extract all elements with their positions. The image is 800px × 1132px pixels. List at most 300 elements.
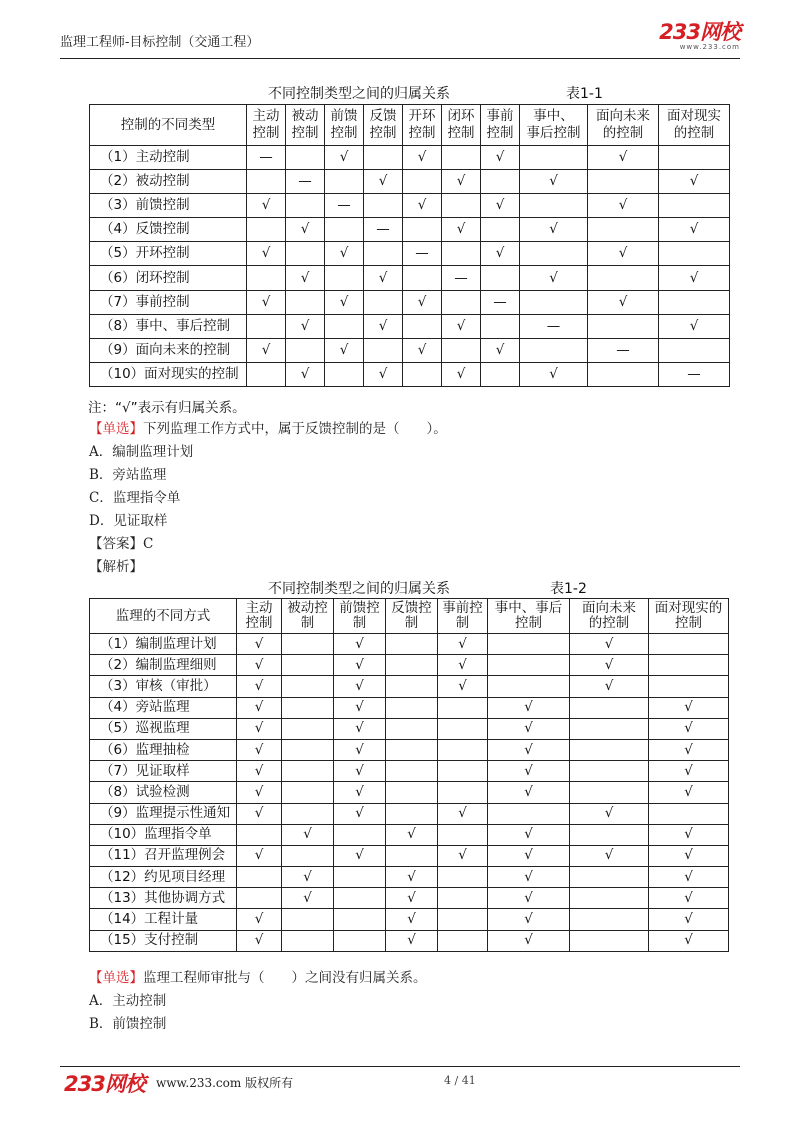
table2-row	[90, 803, 729, 824]
table2-cell	[386, 655, 438, 676]
table2-cell	[282, 718, 334, 739]
table1-cell: √	[588, 146, 659, 170]
table1-cell: √	[403, 146, 442, 170]
table2-corner-header: 监理的不同方式	[90, 599, 237, 634]
table2-cell: √	[649, 761, 729, 782]
footer-logo: 233网校	[64, 1072, 145, 1096]
page-number: 4 / 41	[444, 1074, 476, 1087]
table2-cell	[570, 697, 649, 718]
question2-option-b: B．前馈控制	[89, 1016, 167, 1032]
table2-cell: √	[237, 676, 282, 697]
table1-cell	[520, 194, 588, 218]
table1-cell: √	[286, 362, 325, 386]
table2-cell: √	[649, 782, 729, 803]
table1-cell: √	[403, 194, 442, 218]
table2-row	[90, 634, 729, 655]
table2-row-label: （10）监理指令单	[90, 824, 237, 845]
table2-row	[90, 888, 729, 909]
table1-cell	[588, 266, 659, 290]
table2-cell	[570, 824, 649, 845]
question1-answer: 【答案】C	[89, 536, 154, 552]
table1-cell	[588, 314, 659, 338]
table1-cell: √	[325, 338, 364, 362]
table2-cell: √	[649, 867, 729, 888]
table2-cell	[386, 697, 438, 718]
table2-row	[90, 824, 729, 845]
table1-cell	[364, 194, 403, 218]
table2-cell	[386, 718, 438, 739]
table1-cell	[247, 170, 286, 194]
table2-cell: √	[334, 739, 386, 760]
table2-cell	[570, 718, 649, 739]
table2-cell: √	[488, 845, 570, 866]
table2-cell	[438, 782, 488, 803]
table1-cell	[403, 170, 442, 194]
table2-cell: √	[649, 739, 729, 760]
table1-cell	[442, 290, 481, 314]
table2-cell: √	[386, 930, 438, 951]
table1-cell: —	[247, 146, 286, 170]
table1-cell	[325, 218, 364, 242]
table2-column-header: 事前控 制	[438, 599, 488, 634]
question1-option-b: B．旁站监理	[89, 467, 167, 483]
table2-row-label: （11）召开监理例会	[90, 845, 237, 866]
table2-cell: √	[386, 867, 438, 888]
table2-row-label: （13）其他协调方式	[90, 888, 237, 909]
table2-cell	[386, 634, 438, 655]
table2-cell: √	[438, 803, 488, 824]
table1-cell	[286, 242, 325, 266]
table1-cell	[403, 314, 442, 338]
table1-cell: √	[588, 242, 659, 266]
table2-cell: √	[438, 655, 488, 676]
table1-cell: √	[442, 314, 481, 338]
table2-cell	[386, 676, 438, 697]
table2-cell	[438, 930, 488, 951]
table1-note: 注：“√”表示有归属关系。	[88, 400, 246, 416]
table1-cell: √	[659, 314, 730, 338]
table2-cell	[386, 782, 438, 803]
table1-cell: √	[481, 194, 520, 218]
table2-cell: √	[386, 824, 438, 845]
table1-cell	[520, 290, 588, 314]
table2-cell	[649, 634, 729, 655]
table2-cell	[438, 697, 488, 718]
table1-row-label: （1）主动控制	[90, 146, 247, 170]
table1-cell	[481, 170, 520, 194]
table1-cell	[588, 218, 659, 242]
table2-row	[90, 930, 729, 951]
table2-row	[90, 739, 729, 760]
table2	[89, 598, 729, 952]
table1-cell: √	[286, 218, 325, 242]
table2-cell: √	[334, 676, 386, 697]
table2-cell	[570, 782, 649, 803]
table2-cell: √	[488, 909, 570, 930]
table1-cell	[247, 362, 286, 386]
table2-cell: √	[334, 782, 386, 803]
table2-column-header: 反馈控 制	[386, 599, 438, 634]
question2-stem	[89, 966, 427, 986]
table2-cell	[282, 634, 334, 655]
table1-cell	[403, 362, 442, 386]
table2-cell: √	[570, 845, 649, 866]
table1-cell: √	[520, 266, 588, 290]
table1-number: 表1-1	[566, 86, 603, 102]
table2-cell	[570, 761, 649, 782]
table1-cell	[325, 362, 364, 386]
table2-cell	[438, 718, 488, 739]
table2-cell	[488, 655, 570, 676]
table1-cell	[325, 314, 364, 338]
table1-cell	[325, 170, 364, 194]
table1-cell: √	[481, 242, 520, 266]
table1-column-header: 被动 控制	[286, 105, 325, 146]
table1-cell	[659, 194, 730, 218]
table2-cell: √	[438, 845, 488, 866]
table2-cell	[438, 909, 488, 930]
table2-cell: √	[237, 718, 282, 739]
table1-row	[90, 218, 730, 242]
table1-row-label: （8）事中、事后控制	[90, 314, 247, 338]
table2-cell	[488, 634, 570, 655]
table2-cell	[386, 739, 438, 760]
table1-cell	[442, 194, 481, 218]
table1-cell	[659, 290, 730, 314]
table2-cell	[282, 697, 334, 718]
table1-row	[90, 362, 730, 386]
brand-logo	[659, 22, 740, 52]
table1-cell: √	[481, 146, 520, 170]
table1-cell	[442, 146, 481, 170]
table2-cell	[334, 824, 386, 845]
table1-cell: √	[442, 362, 481, 386]
question1-option-d: D．见证取样	[89, 513, 168, 529]
table2-cell: √	[488, 930, 570, 951]
table2-cell: √	[649, 888, 729, 909]
table2-cell	[570, 867, 649, 888]
table1-corner-header: 控制的不同类型	[90, 105, 247, 146]
table2-cell	[438, 888, 488, 909]
table2-row-label: （3）审核（审批）	[90, 676, 237, 697]
table1-cell	[247, 266, 286, 290]
table2-cell: √	[438, 676, 488, 697]
table1-cell: √	[325, 242, 364, 266]
table1-cell	[364, 146, 403, 170]
table2-cell: √	[649, 697, 729, 718]
logo-url: www.233.com	[679, 43, 740, 51]
table2-cell: √	[649, 930, 729, 951]
table1-cell	[442, 338, 481, 362]
table2-cell: √	[488, 824, 570, 845]
question1-option-a: A．编制监理计划	[89, 444, 194, 460]
table2-cell: √	[488, 718, 570, 739]
page-header	[60, 22, 740, 59]
table2-cell: √	[334, 718, 386, 739]
table2-cell: √	[237, 782, 282, 803]
table1-row-label: （9）面向未来的控制	[90, 338, 247, 362]
table1-cell: √	[286, 266, 325, 290]
table1-cell: √	[659, 266, 730, 290]
table1-row-label: （5）开环控制	[90, 242, 247, 266]
table1-row	[90, 146, 730, 170]
table1-cell	[286, 290, 325, 314]
table2-cell	[282, 676, 334, 697]
table1-cell	[247, 314, 286, 338]
table1-column-header: 面向未来 的控制	[588, 105, 659, 146]
table2-row-label: （12）约见项目经理	[90, 867, 237, 888]
table1-cell: √	[364, 170, 403, 194]
table2-cell: √	[386, 888, 438, 909]
document-title: 监理工程师-目标控制（交通工程）	[60, 35, 260, 50]
table2-cell: √	[237, 803, 282, 824]
table2-row-label: （15）支付控制	[90, 930, 237, 951]
table2-column-header: 面向未来 的控制	[570, 599, 649, 634]
question2-text: 监理工程师审批与（ ）之间没有归属关系。	[143, 970, 427, 986]
table2-row-label: （4）旁站监理	[90, 697, 237, 718]
table1-cell: √	[247, 194, 286, 218]
table1-cell	[481, 314, 520, 338]
table1-cell: √	[247, 290, 286, 314]
table2-cell	[649, 676, 729, 697]
table1-cell	[588, 362, 659, 386]
table2-cell: √	[570, 655, 649, 676]
table2-cell: √	[570, 634, 649, 655]
table2-cell: √	[488, 888, 570, 909]
question1-option-c: C．监理指令单	[89, 490, 181, 506]
table1-cell: √	[588, 290, 659, 314]
table2-cell: √	[334, 803, 386, 824]
table2-cell	[570, 739, 649, 760]
table1-cell	[442, 242, 481, 266]
table2-cell	[438, 824, 488, 845]
table1-row-label: （10）面对现实的控制	[90, 362, 247, 386]
table2-row	[90, 761, 729, 782]
table2-cell: √	[237, 634, 282, 655]
table1-cell: √	[364, 314, 403, 338]
table2-row	[90, 697, 729, 718]
page-footer	[60, 1066, 740, 1096]
table2-cell	[334, 930, 386, 951]
table1-cell	[481, 266, 520, 290]
table2-cell	[334, 867, 386, 888]
table1-cell: √	[659, 170, 730, 194]
table1-row-label: （3）前馈控制	[90, 194, 247, 218]
table2-cell: √	[438, 634, 488, 655]
table2-caption: 不同控制类型之间的归属关系	[268, 581, 450, 597]
table2-cell	[334, 888, 386, 909]
table2-cell	[282, 761, 334, 782]
table2-cell: √	[237, 655, 282, 676]
table2-cell: √	[649, 909, 729, 930]
table1-cell: √	[364, 362, 403, 386]
table1-caption: 不同控制类型之间的归属关系	[268, 86, 450, 102]
table2-cell	[282, 803, 334, 824]
table2-cell: √	[334, 845, 386, 866]
table1-cell	[403, 218, 442, 242]
table1-row	[90, 194, 730, 218]
table2-cell	[649, 803, 729, 824]
table2-row	[90, 867, 729, 888]
table1-cell: √	[659, 218, 730, 242]
table2-row-label: （5）巡视监理	[90, 718, 237, 739]
table2-column-header: 面对现实的 控制	[649, 599, 729, 634]
table2-row-label: （14）工程计量	[90, 909, 237, 930]
table2-cell: √	[237, 845, 282, 866]
table1-row	[90, 170, 730, 194]
table2-row	[90, 655, 729, 676]
table2-cell: √	[488, 739, 570, 760]
table2-cell: √	[488, 782, 570, 803]
table1-cell: —	[659, 362, 730, 386]
table1-cell	[520, 242, 588, 266]
table2-cell: √	[334, 697, 386, 718]
table1-cell	[247, 218, 286, 242]
table2-column-header: 前馈控 制	[334, 599, 386, 634]
table2-cell	[570, 930, 649, 951]
table2-cell	[282, 909, 334, 930]
table2-row-label: （9）监理提示性通知	[90, 803, 237, 824]
table2-row	[90, 845, 729, 866]
table1-cell	[481, 362, 520, 386]
table1-column-header: 事前 控制	[481, 105, 520, 146]
table2-cell	[237, 888, 282, 909]
table2-cell	[386, 845, 438, 866]
table2-cell: √	[282, 888, 334, 909]
question1-stem	[89, 417, 447, 437]
table1-row	[90, 290, 730, 314]
table1-column-header: 事中、 事后控制	[520, 105, 588, 146]
table1-cell: √	[520, 218, 588, 242]
table1-cell: —	[520, 314, 588, 338]
table1-cell: √	[286, 314, 325, 338]
table2-row-label: （1）编制监理计划	[90, 634, 237, 655]
table1-row-label: （7）事前控制	[90, 290, 247, 314]
table2-row	[90, 909, 729, 930]
question1-tag: 【单选】	[89, 421, 143, 437]
table1-cell: √	[442, 170, 481, 194]
table2-cell: √	[237, 739, 282, 760]
table2-cell	[438, 739, 488, 760]
table1-row	[90, 314, 730, 338]
table2-number: 表1-2	[550, 581, 587, 597]
question1-analysis: 【解析】	[89, 559, 143, 575]
table1-cell	[481, 218, 520, 242]
table1-column-header: 开环 控制	[403, 105, 442, 146]
table1-row	[90, 338, 730, 362]
table1	[89, 104, 730, 387]
table2-cell	[282, 739, 334, 760]
table1-row-label: （2）被动控制	[90, 170, 247, 194]
table1-cell	[325, 266, 364, 290]
table2-cell	[334, 909, 386, 930]
table1-cell: √	[520, 362, 588, 386]
table2-cell: √	[237, 909, 282, 930]
table1-cell	[403, 266, 442, 290]
table2-cell: √	[649, 718, 729, 739]
table1-cell: √	[520, 170, 588, 194]
table1-cell	[659, 146, 730, 170]
table1-cell: —	[403, 242, 442, 266]
table2-cell: √	[570, 676, 649, 697]
table1-cell: √	[325, 146, 364, 170]
table2-cell	[282, 845, 334, 866]
table1-cell: —	[325, 194, 364, 218]
table1-column-header: 面对现实 的控制	[659, 105, 730, 146]
table2-row	[90, 676, 729, 697]
table2-row-label: （8）试验检测	[90, 782, 237, 803]
table2-cell: √	[237, 761, 282, 782]
logo-text: 233网校	[659, 20, 740, 44]
table2-cell: √	[334, 761, 386, 782]
table2-cell	[438, 761, 488, 782]
table1-cell: —	[588, 338, 659, 362]
table2-cell: √	[282, 824, 334, 845]
table1-cell: —	[481, 290, 520, 314]
table1-cell: —	[442, 266, 481, 290]
table2-row-label: （2）编制监理细则	[90, 655, 237, 676]
table1-cell	[364, 290, 403, 314]
table1-column-header: 主动 控制	[247, 105, 286, 146]
table1-cell	[588, 170, 659, 194]
table1-cell	[286, 146, 325, 170]
table1-row-label: （6）闭环控制	[90, 266, 247, 290]
table1-column-header: 前馈 控制	[325, 105, 364, 146]
table2-row-label: （6）监理抽检	[90, 739, 237, 760]
table2-column-header: 事中、事后 控制	[488, 599, 570, 634]
question2-option-a: A．主动控制	[89, 993, 167, 1009]
table2-cell	[386, 803, 438, 824]
table2-cell: √	[237, 930, 282, 951]
table1-cell: √	[325, 290, 364, 314]
table1-cell: √	[403, 290, 442, 314]
table2-cell: √	[334, 655, 386, 676]
table2-cell	[237, 824, 282, 845]
table1-cell	[364, 338, 403, 362]
table2-cell: √	[488, 867, 570, 888]
question1-text: 下列监理工作方式中，属于反馈控制的是（ ）。	[143, 421, 447, 437]
table2-cell: √	[334, 634, 386, 655]
table2-row	[90, 718, 729, 739]
table2-cell	[488, 676, 570, 697]
table2-cell	[570, 888, 649, 909]
table1-cell: √	[442, 218, 481, 242]
table2-cell	[386, 761, 438, 782]
table1-column-header: 闭环 控制	[442, 105, 481, 146]
table2-cell: √	[649, 845, 729, 866]
table1-cell	[659, 338, 730, 362]
table2-cell: √	[237, 697, 282, 718]
table2-row	[90, 782, 729, 803]
table2-cell	[570, 909, 649, 930]
table2-cell	[282, 930, 334, 951]
table2-cell	[282, 655, 334, 676]
table1-cell	[286, 194, 325, 218]
table1-cell: —	[364, 218, 403, 242]
table1-cell: √	[481, 338, 520, 362]
table2-row-label: （7）见证取样	[90, 761, 237, 782]
table2-column-header: 被动控 制	[282, 599, 334, 634]
table1-cell	[659, 242, 730, 266]
question2-tag: 【单选】	[89, 970, 143, 986]
table1-cell	[364, 242, 403, 266]
table1-cell	[520, 338, 588, 362]
table2-cell	[237, 867, 282, 888]
table2-column-header: 主动 控制	[237, 599, 282, 634]
table1-cell: √	[247, 338, 286, 362]
table2-cell: √	[488, 697, 570, 718]
table2-cell: √	[386, 909, 438, 930]
